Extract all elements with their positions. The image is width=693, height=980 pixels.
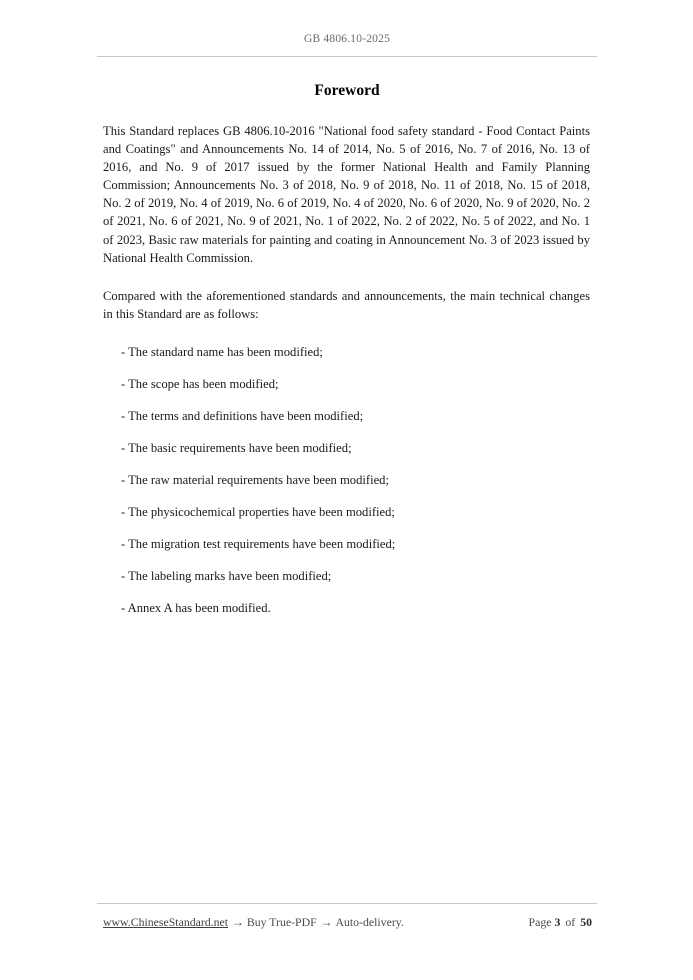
foreword-paragraph-changes-intro: Compared with the aforementioned standards and announcements, the main technical changes in this Standard are as follows: — [103, 288, 590, 321]
page-footer — [97, 915, 597, 935]
total-page-count: 50 — [580, 915, 592, 929]
running-header-standard-code: GB 4806.10-2025 — [303, 33, 391, 45]
footer-divider — [97, 903, 597, 904]
current-page-number: 3 — [554, 915, 561, 929]
page-number-indicator — [529, 915, 595, 930]
list-item: - The labeling marks have been modified; — [121, 568, 332, 583]
page-title: Foreword — [314, 82, 380, 99]
arrow-right-icon: → — [232, 915, 244, 929]
website-link[interactable]: www.ChineseStandard.net — [103, 915, 229, 929]
page-label: Page — [528, 915, 552, 929]
header-divider — [97, 56, 597, 57]
list-item: - The scope has been modified; — [121, 376, 279, 391]
of-label: of — [565, 915, 576, 929]
list-item: - Annex A has been modified. — [121, 600, 271, 615]
list-item: - The migration test requirements have been modified; — [121, 536, 396, 551]
footer-promo — [103, 915, 404, 930]
technical-changes-list — [103, 343, 590, 617]
list-item: - The terms and definitions have been modified; — [121, 408, 364, 423]
document-body — [103, 122, 590, 631]
list-item: - The physicochemical properties have been modified; — [121, 504, 395, 519]
footer-promo-buy-label: Buy True-PDF — [246, 915, 317, 929]
list-item: - The raw material requirements have been modified; — [121, 472, 389, 487]
list-item: - The basic requirements have been modified; — [121, 440, 352, 455]
footer-promo-delivery-label: Auto-delivery. — [335, 915, 404, 929]
foreword-paragraph-replaces: This Standard replaces GB 4806.10-2016 "National food safety standard - Food Contact Paints and Coatings" and Announcements No. 14 of 2014, No. 5 of 2016, No. 7 of 2016, No. 13 of 2016, and No. 9 of 2017 issued by the former National Health and Family Planning Commission; Announcements No. 3 of 2018, No. 9 of 2018, No. 11 of 2018, No. 15 of 2018, No. 2 of 2019, No. 4 of 2019, No. 6 of 2019, No. 4 of 2020, No. 6 of 2020, No. 9 of 2020, No. 2 of 2021, No. 6 of 2021, No. 9 of 2021, No. 1 of 2022, No. 2 of 2022, No. 5 of 2022, and No. 1 of 2023, Basic raw materials for painting and coating in Announcement No. 3 of 2023 issued by National Health Commission. — [103, 124, 590, 265]
list-item: - The standard name has been modified; — [121, 344, 323, 359]
arrow-right-icon-2: → — [320, 915, 333, 929]
